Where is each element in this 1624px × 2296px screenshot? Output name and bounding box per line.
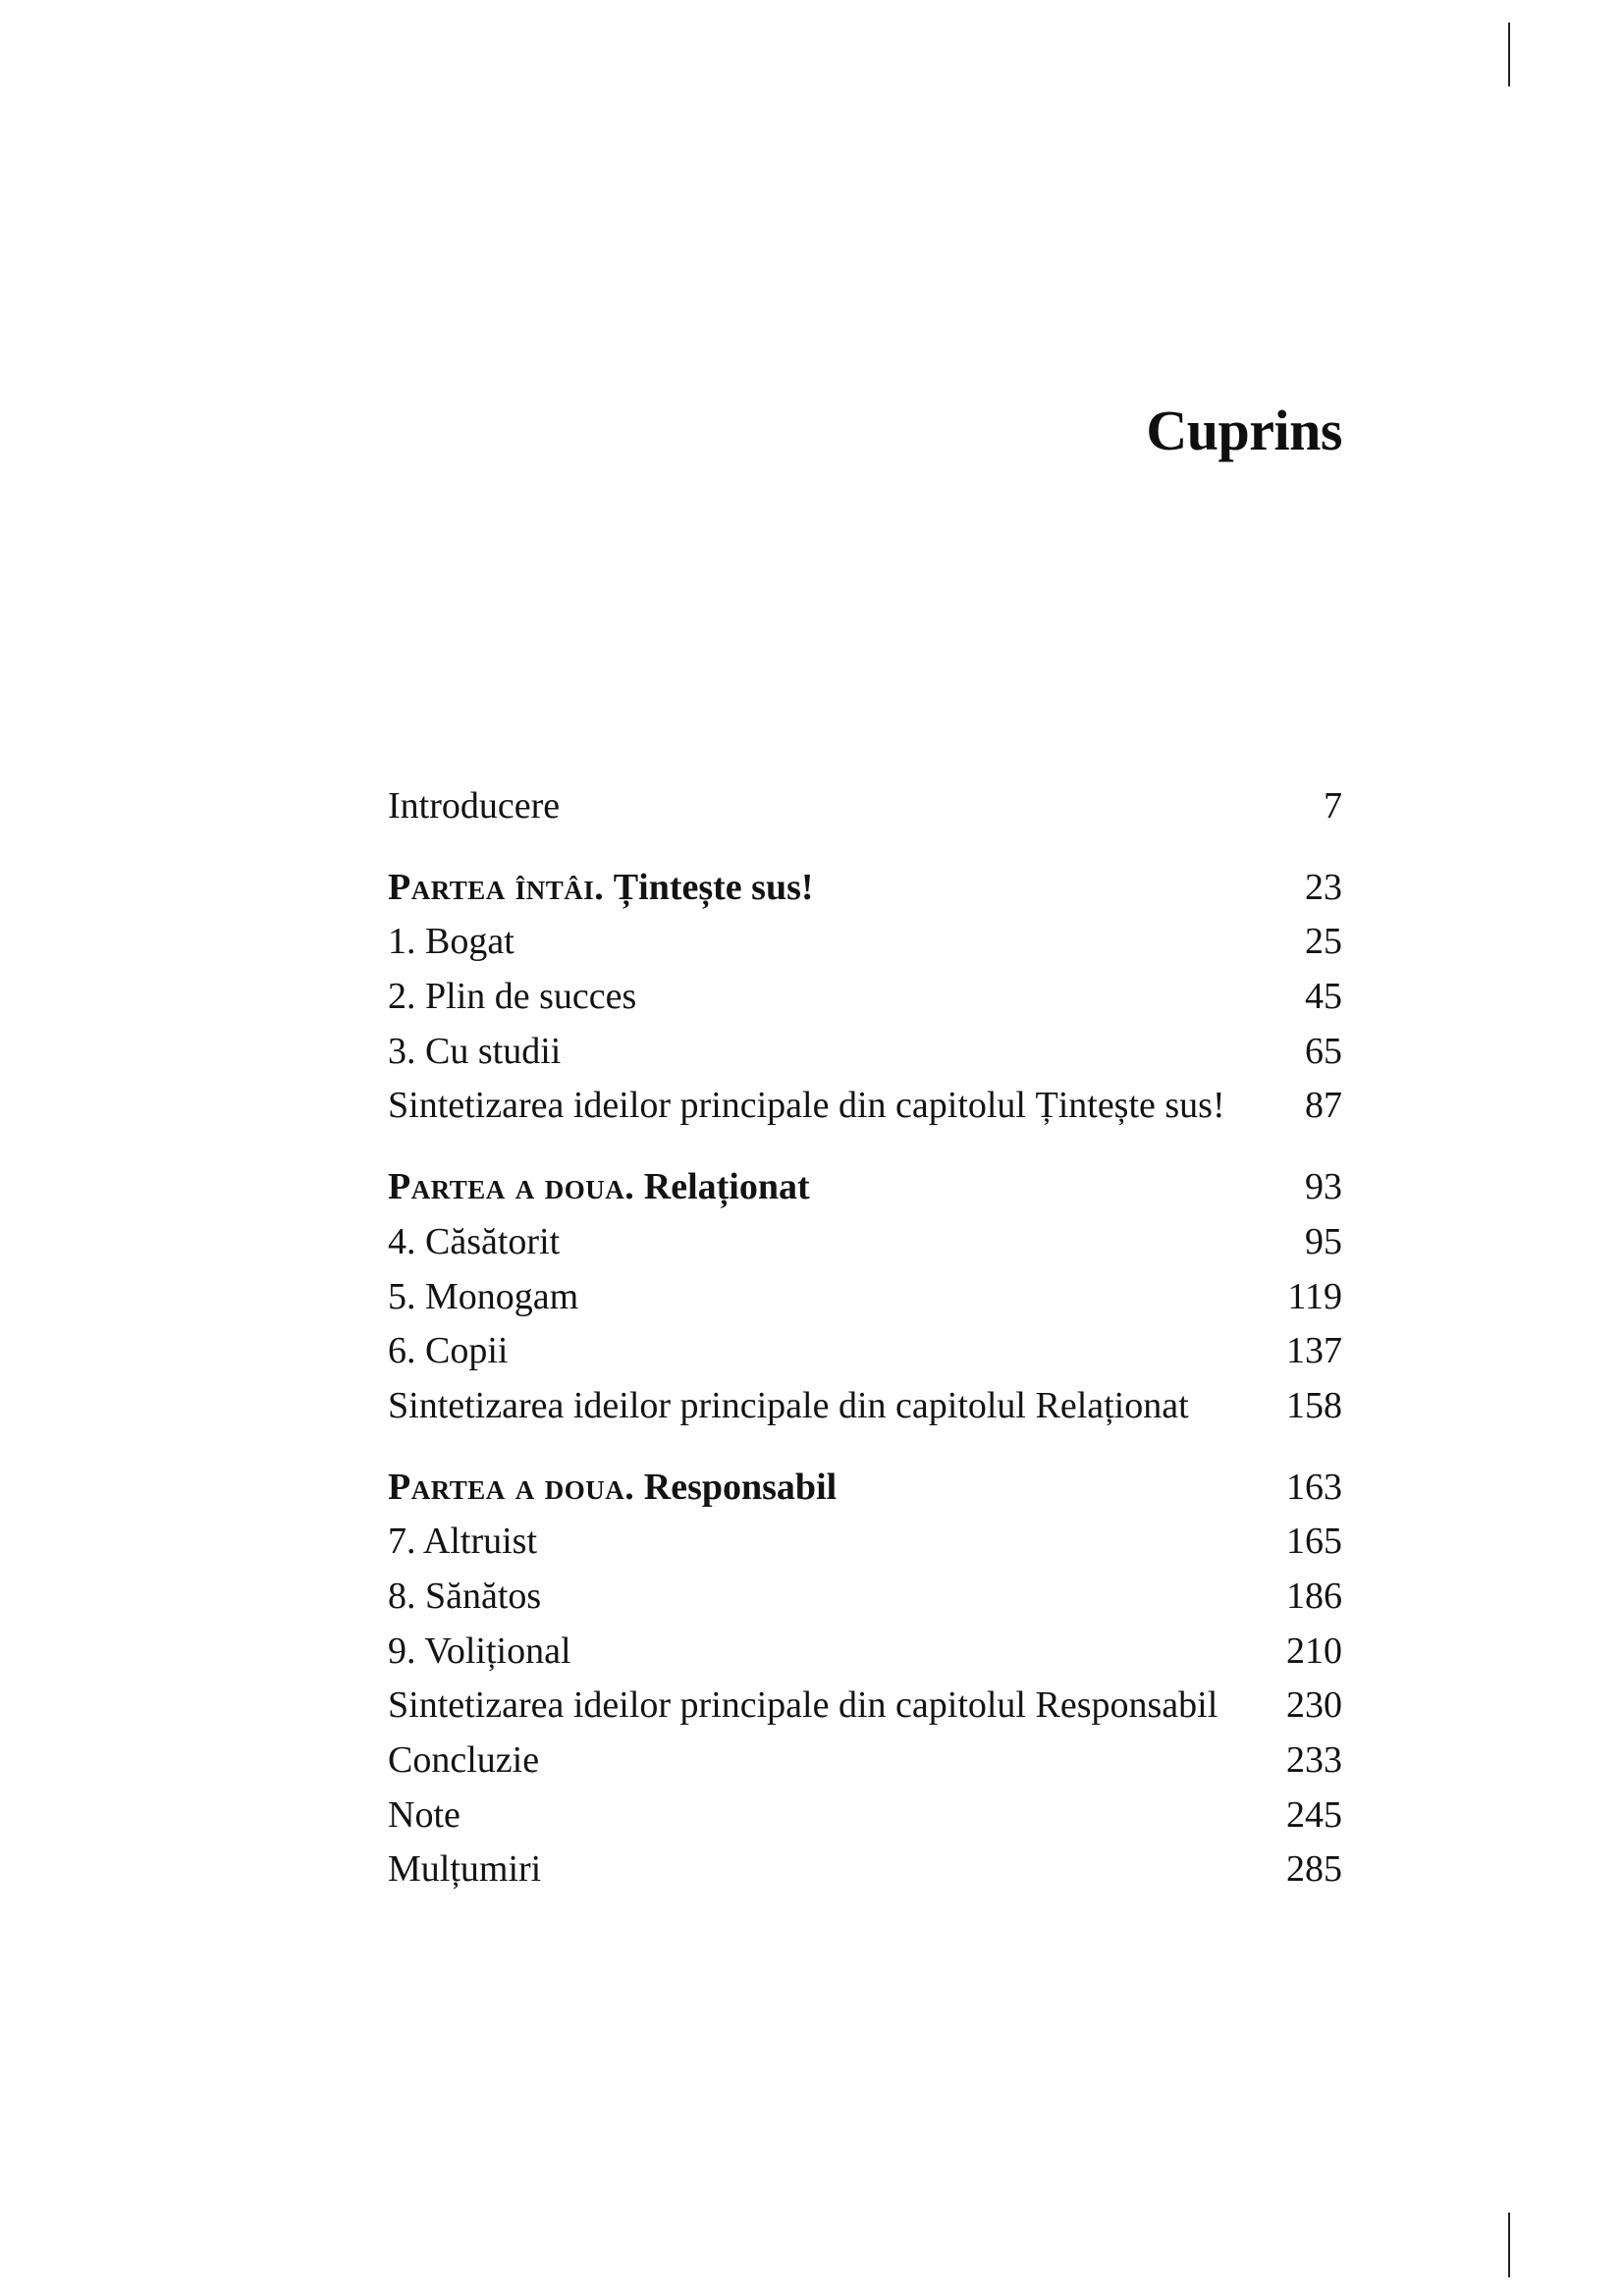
toc-entry-label: Sintetizarea ideilor principale din capitolul Responsabil <box>388 1684 1218 1727</box>
toc-entry <box>388 970 1342 1025</box>
toc-entry <box>388 1515 1342 1570</box>
toc-entry <box>388 1679 1342 1734</box>
toc-entry-page: 285 <box>1286 1848 1342 1891</box>
toc-entry-label: Note <box>388 1793 460 1836</box>
toc-entry <box>388 1025 1342 1080</box>
toc-entry <box>388 1570 1342 1625</box>
toc-entry-label: 2. Plin de succes <box>388 976 637 1018</box>
toc-entry <box>388 1215 1342 1270</box>
toc-part-heading <box>388 1160 1342 1215</box>
toc-entry-label: 7. Altruist <box>388 1521 538 1563</box>
toc-entry <box>388 779 1342 834</box>
toc-entry-page: 245 <box>1286 1793 1342 1836</box>
scan-mark-top-right <box>1508 23 1510 86</box>
toc-entry-page: 158 <box>1286 1384 1342 1426</box>
toc-entry-page: 165 <box>1286 1521 1342 1563</box>
toc-entry-page: 25 <box>1305 921 1342 963</box>
toc-entry <box>388 1842 1342 1897</box>
toc-entry-page: 163 <box>1286 1466 1342 1508</box>
toc-part-label <box>388 1461 837 1516</box>
toc-entry-label: Introducere <box>388 785 561 827</box>
toc-entry <box>388 1270 1342 1325</box>
toc-entry-label: 5. Monogam <box>388 1275 579 1317</box>
toc-entry-label: 1. Bogat <box>388 921 514 963</box>
toc-part-title: Relaționat <box>643 1166 810 1208</box>
toc-entry-page: 137 <box>1286 1330 1342 1372</box>
toc-entry-page: 233 <box>1286 1739 1342 1781</box>
toc-part-title: Țintește sus! <box>613 866 814 908</box>
toc-part-name: Partea a doua. <box>388 1466 635 1508</box>
scan-mark-bottom-right <box>1508 2213 1510 2277</box>
toc-entry <box>388 1625 1342 1680</box>
toc-entry-label: 8. Sănătos <box>388 1575 542 1617</box>
toc-entry-page: 93 <box>1305 1166 1342 1208</box>
toc-entry-label: Mulțumiri <box>388 1848 542 1891</box>
toc-part-name: Partea întâi. <box>388 866 605 908</box>
toc-entry <box>388 1324 1342 1379</box>
toc-part-heading <box>388 1461 1342 1516</box>
toc-entry-page: 45 <box>1305 976 1342 1018</box>
toc-part-label <box>388 861 814 916</box>
page-title: Cuprins <box>1146 399 1342 462</box>
toc-part-name: Partea a doua. <box>388 1166 635 1208</box>
toc-entry-page: 230 <box>1286 1684 1342 1727</box>
toc-entry <box>388 1789 1342 1843</box>
toc-entry-page: 95 <box>1305 1220 1342 1262</box>
toc-entry-page: 119 <box>1287 1275 1342 1317</box>
toc-entry-page: 7 <box>1324 785 1342 827</box>
toc-entry-page: 23 <box>1305 866 1342 908</box>
toc-entry-page: 186 <box>1286 1575 1342 1617</box>
toc-entry-label: Concluzie <box>388 1739 540 1781</box>
toc-entry <box>388 915 1342 970</box>
toc-entry-page: 210 <box>1286 1629 1342 1672</box>
toc-entry <box>388 1734 1342 1789</box>
toc-entry-label: 4. Căsătorit <box>388 1220 561 1262</box>
toc-part-title: Responsabil <box>643 1466 838 1508</box>
toc-entry-label: 9. Volițional <box>388 1629 571 1672</box>
toc-entry <box>388 1379 1342 1434</box>
toc-entry-label: 6. Copii <box>388 1330 509 1372</box>
toc-part-label <box>388 1160 810 1215</box>
toc-entry-page: 65 <box>1305 1030 1342 1072</box>
toc-entry-page: 87 <box>1305 1085 1342 1127</box>
toc-entry-label: 3. Cu studii <box>388 1030 562 1072</box>
toc-entry-label: Sintetizarea ideilor principale din capitolul Relaționat <box>388 1384 1189 1426</box>
toc-entry-label: Sintetizarea ideilor principale din capitolul Țintește sus! <box>388 1085 1225 1127</box>
toc-entry <box>388 1079 1342 1134</box>
toc-list <box>388 779 1342 1897</box>
toc-part-heading <box>388 861 1342 916</box>
